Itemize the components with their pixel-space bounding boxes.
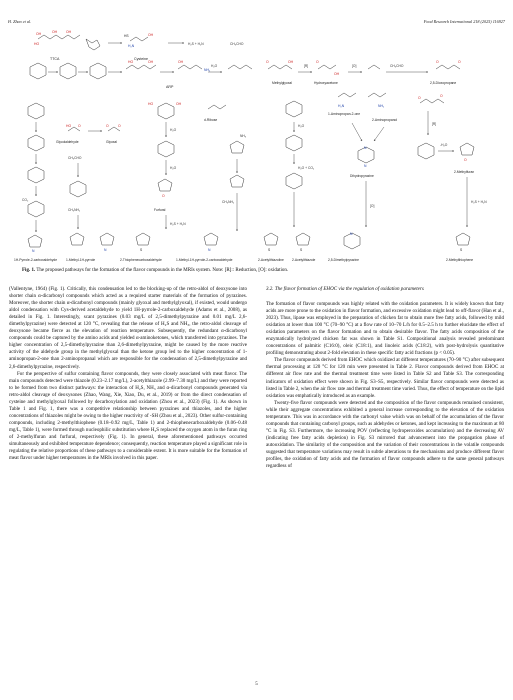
reaction-pathway-figure [8,27,505,267]
label-furfural: Furfural [154,208,166,212]
right-paragraph-3: Twenty-five flavor compounds were detected and the composition of the flavor compounds remained consistent, while their aggregate concentrations exhibited a general increase corresponding to the elevation of the oxidation temperature. This was in accordance with the carbonyl value which was on behalf of the accumulation of the flavor compounds that containing carbonyl groups, such as aldehydes or ketones, and kept increasing to the maximum at 80 °C in Fig. S3. Furthermore, the increasing POV (reflecting hydroperoxides accumulation) and the decreasing AV (indicating free fatty acids depletion) in Fig. S3 mirrored that advancement into the propagation phase of autooxidation. The similarity of the composition and the variation of their concentrations in the volatile compounds suggested that temperature variations may result in subtle alterations to the mechanisms and produce different flavor profiles, the oxidation of fatty acids and the formation of flavor compounds adhere to the same general pathways regardless of [266,399,504,470]
svg-text:O: O [464,158,467,162]
header-journal: Food Research International 218 (2025) 116927 [423,18,505,24]
cysteine-structure [124,33,154,61]
page-number: 5 [255,682,258,687]
label-methylglyoxal: Methylglyoxal [272,81,292,85]
svg-text:HO: HO [34,42,40,46]
label-glycolaldehyde: Glycolaldehyde [56,140,79,144]
label-h2o-co2: H₂O + CO₂ [298,166,315,170]
label-nh3-1: NH₃ [240,134,247,138]
label-o-2: [O] [370,204,375,208]
label-reagent-products: H₂S + H₂N [188,42,204,46]
svg-text:NH₂: NH₂ [378,104,385,108]
svg-text:O: O [418,96,421,100]
svg-text:S: S [268,248,271,252]
svg-text:O: O [162,194,165,198]
svg-text:N: N [32,249,35,253]
svg-text:O: O [316,60,319,64]
label-r-1: [R] [304,64,309,68]
label-methylthiophene: 2-Methylthiophene [446,258,474,262]
svg-text:S: S [140,248,143,252]
svg-text:N: N [364,164,367,168]
ttca-structure [34,30,100,61]
svg-text:HO: HO [148,102,154,106]
right-paragraph-2: The flavor compounds derived from EHOC which oxidized at different temperatures (70–90 °C) after subsequent thermal processing at 120 °C for 120 min were presented in Table 2. Flavor compounds derived from EHOC at different air flow rate and the thermal treatment time were listed in Table S2 and Table S3. The corresponding indicators of oxidation effect were shown in Fig. S3–S5, respectively. Similar flavor compounds were detected as listed in Table 2, when the air flow rate and thermal treatment time varied. Thus, the effect of temperature on the lipid oxidation was emphatically introduced as an example. [266,357,504,399]
header-authors: H. Zhao et al. [8,18,32,24]
right-paragraph-1: The formation of flavor compounds was highly related with the oxidation parameters. It is widely known that fatty acids are more prone to the oxidation in flavor formation, and excessive oxidation might lead to off-flavor (Han et al., 2023). Thus, lipase was employed in the preparation of chicken fat to obtain more free fatty acids, followed by mild oxidation at lower than 100 °C (70–90 °C) at a flow rate of 10–70 L/h for 0.5–2.5 h to further elucidate the effect of oxidation parameters on the flavor formation and to obtain desirable flavor. The fatty acids composition of the enzymatically hydrolyzed chicken fat was shown in Table S1. Compositional analysis revealed predominant concentrations of palmitic (C16:0), oleic (C18:1), and linoleic acids (C18:2), with post-hydrolysis quantitative profiling demonstrating about 2-fold elevation in these specific fatty acid fractions (p < 0.05). [266,301,504,357]
section-title: 3.2. The flavor formation of EHOC via the regulation of oxidation parameters [266,286,424,292]
svg-text:N: N [104,248,107,252]
svg-text:OH: OH [178,60,184,64]
svg-text:N: N [208,248,211,252]
label-arp: ARP [166,85,174,89]
label-h2o-2: H₂O [170,128,177,132]
svg-text:OH: OH [288,60,294,64]
label-dimethylpyrazine: 2,5-Dimethylpyrazine [328,258,359,262]
label-h2o-1: H₂O [211,64,218,68]
label-acetaldehyde-2: CH₃CHO [390,64,404,68]
svg-text:O: O [436,60,439,64]
label-methylamine-2: CH₃NH₂ [222,200,235,204]
svg-text:OH: OH [66,30,72,34]
label-r-2: [R] [432,122,437,126]
left-column [9,286,247,462]
left-paragraph-2: For the perspective of sulfur containing flavor compounds, they were closely associated with meat flavor. The main compounds detected were thiazole (0.23–2.17 mg/L), 2-acetylthiazole (2.99–7.30 mg/L) and they were reported to be formed from two distinct pathways: the interaction of H₂S, NH₃ and α-dicarbonyl compounds generated via retro-aldol cleavage of deoxysones (Zhao, Wang, Xie, Xiao, Du, et al., 2019) or from the direct condensation of cysteine and methylglyoxal followed by decarboxylation and oxidation (Zhou et al., 2023) (Fig. 1). As shown in Table 1 and Fig. 1, there was a competitive relationship between pyrazines and thiazoles, and the higher concentrations of thiazoles might be owing to the higher reactivity of -SH (Zhou et al., 2023). Other sulfur-containing compounds, including 2-methylthiophene (0.18–0.92 mg/L, Table 1) and 2-thiophenecarboxaldehyde (0.06–0.48 mg/L, Table 1), were formed through nucleophilic substitution where H₂S replaced the oxygen atom in the furan ring of 2-methylfuran and furfural, respectively (Fig. 1). In general, these aforementioned pathways occurred simultaneously and exhibited temperature dependence; consequently, reaction temperature played a significant role in regulating the relative proportions of these pathways to a considerable extent. It is more suitable for the formation of meat flavor under higher temperatures in the MRIs involved in this paper. [9,370,247,462]
label-cysteine: Cysteine [134,57,148,61]
svg-text:O: O [458,60,461,64]
svg-text:OH: OH [148,60,154,64]
label-pyrrole-carboxaldehyde: 1H-Pyrrole-2-carboxaldehyde [14,258,58,262]
label-h2o-4: H₂O [298,124,305,128]
svg-text:S: S [300,248,303,252]
label-ttca: TTCA [50,57,60,61]
label-methylamine-1: CH₃NH₂ [68,208,81,212]
caption-text: The proposed pathways for the formation of the flavor compounds in the MRIs system. Note: [R]:: Reduction, [O]: oxidation. [36,268,289,273]
label-reagent-acetaldehyde: CH₃CHO [230,42,244,46]
svg-text:OH: OH [176,102,182,106]
left-paragraph-1: (Vallentyne, 1964) (Fig. 1). Critically, this condensation led to the blocking-up of the retro-aldol of deoxysone into shorter chain α-dicarbonyl compounds which acted as a required starter materials of the formation of pyrazines. Moreover, the shorter chain α-dicarbonyl compounds (mainly glyoxal and methylglyoxal), if existed, would undergo aldol condensation with Cys-derived acetaldehyde to yield 1H-pyrrole-2-carboxaldehyde (Adams et al., 2008), as detailed in Fig. 1. Interestingly, scant pyrazines (0.03 mg/L of 2,5-dimethylpyrazine and 0.01 mg/L 2,6-dimethylpyrazine) were detected at 120 °C, revealing that the release of H₂S and NH₃, the retro-aldol cleavage of deoxysone became fierce as the elevation of reaction temperature. Subsequently, the redundant α-dicarbonyl compounds could be captured by the amino acids and yielded α-aminoketones, which transferred into pyrazines. The higher concentration of 2,5-dimethylpyrazine than 2,6-dimethylpyrazine, might be caused by the more reactive activity of the aldehyde group in the methylglyoxal than the ketone group led to the higher concentration of 1-aminopropan-2-one than 2-aminopropanal which are responsible for the condensation of 2,5-dimethylpyrazine and 2,6-dimethylpyrazine, respectively. [9,286,247,370]
label-glyoxal: Glyoxal [106,140,117,144]
svg-text:O: O [266,60,269,64]
svg-text:NH₂: NH₂ [204,68,211,72]
label-acetylthiazole: 2-Acetylthiazole [292,258,316,262]
running-header [8,16,505,26]
arp-pathway [30,60,252,89]
svg-text:S: S [460,248,463,252]
svg-text:HS: HS [124,34,129,38]
label-methylpyrrole: 1-Methyl-1H-pyrrole [66,258,96,262]
caption-label: Fig. 1. [22,268,36,273]
glyoxal-branch [14,103,121,262]
svg-text:OH: OH [148,33,154,37]
svg-text:HO: HO [128,60,134,64]
label-o-1: [O] [352,64,357,68]
label-thiophene: 2-Thiophenecarboxaldehyde [120,258,162,262]
right-column [266,286,504,470]
svg-text:OH: OH [36,32,42,36]
label-h2s-2: H₂S + H₂N [471,200,487,204]
svg-text:HO: HO [66,124,72,128]
label-co2-1: CO₂ [22,198,29,202]
label-dihydropyrazine: Dihydropyrazine [350,174,374,178]
label-dioxopropane: 2,5-Dioxopropane [430,81,457,85]
label-h2o-5: -H₂O [440,143,448,147]
label-methylfuran: 2-Methylfuran [454,170,475,174]
svg-text:O: O [78,124,81,128]
svg-text:O: O [106,124,109,128]
svg-text:H₂N: H₂N [338,104,345,108]
label-ribose: d-Ribose [204,118,218,122]
label-acetylthiazoline: 2-Acetylthiazoline [258,258,284,262]
label-h2s-1: H₂S + H₂N [170,222,186,226]
label-methylpyrrole-carboxaldehyde: 1-Methyl-1H-pyrrole-2-carboxaldehyde [176,258,233,262]
svg-text:O: O [440,94,443,98]
label-aminopropan2one: 1-Aminopropan-2-one [328,112,361,116]
label-hydroxyacetone: Hydroxyacetone [314,81,338,85]
svg-text:N: N [350,232,353,236]
product-row [66,232,473,262]
svg-text:OH: OH [334,72,340,76]
label-h2o-3: H₂O [170,166,177,170]
svg-text:N: N [364,146,367,150]
label-aminopropanol: 2-Aminopropanol [372,118,398,122]
furfural-branch [148,102,247,231]
label-acetaldehyde-3: CH₃CHO [68,156,82,160]
svg-text:H₂N: H₂N [128,44,135,48]
dicarbonyl-pathway [266,60,461,85]
pyrazine-branch [286,93,487,227]
figure-caption [22,268,491,274]
svg-text:OH: OH [52,30,58,34]
pathway-diagram [8,27,505,267]
svg-text:O: O [118,124,121,128]
